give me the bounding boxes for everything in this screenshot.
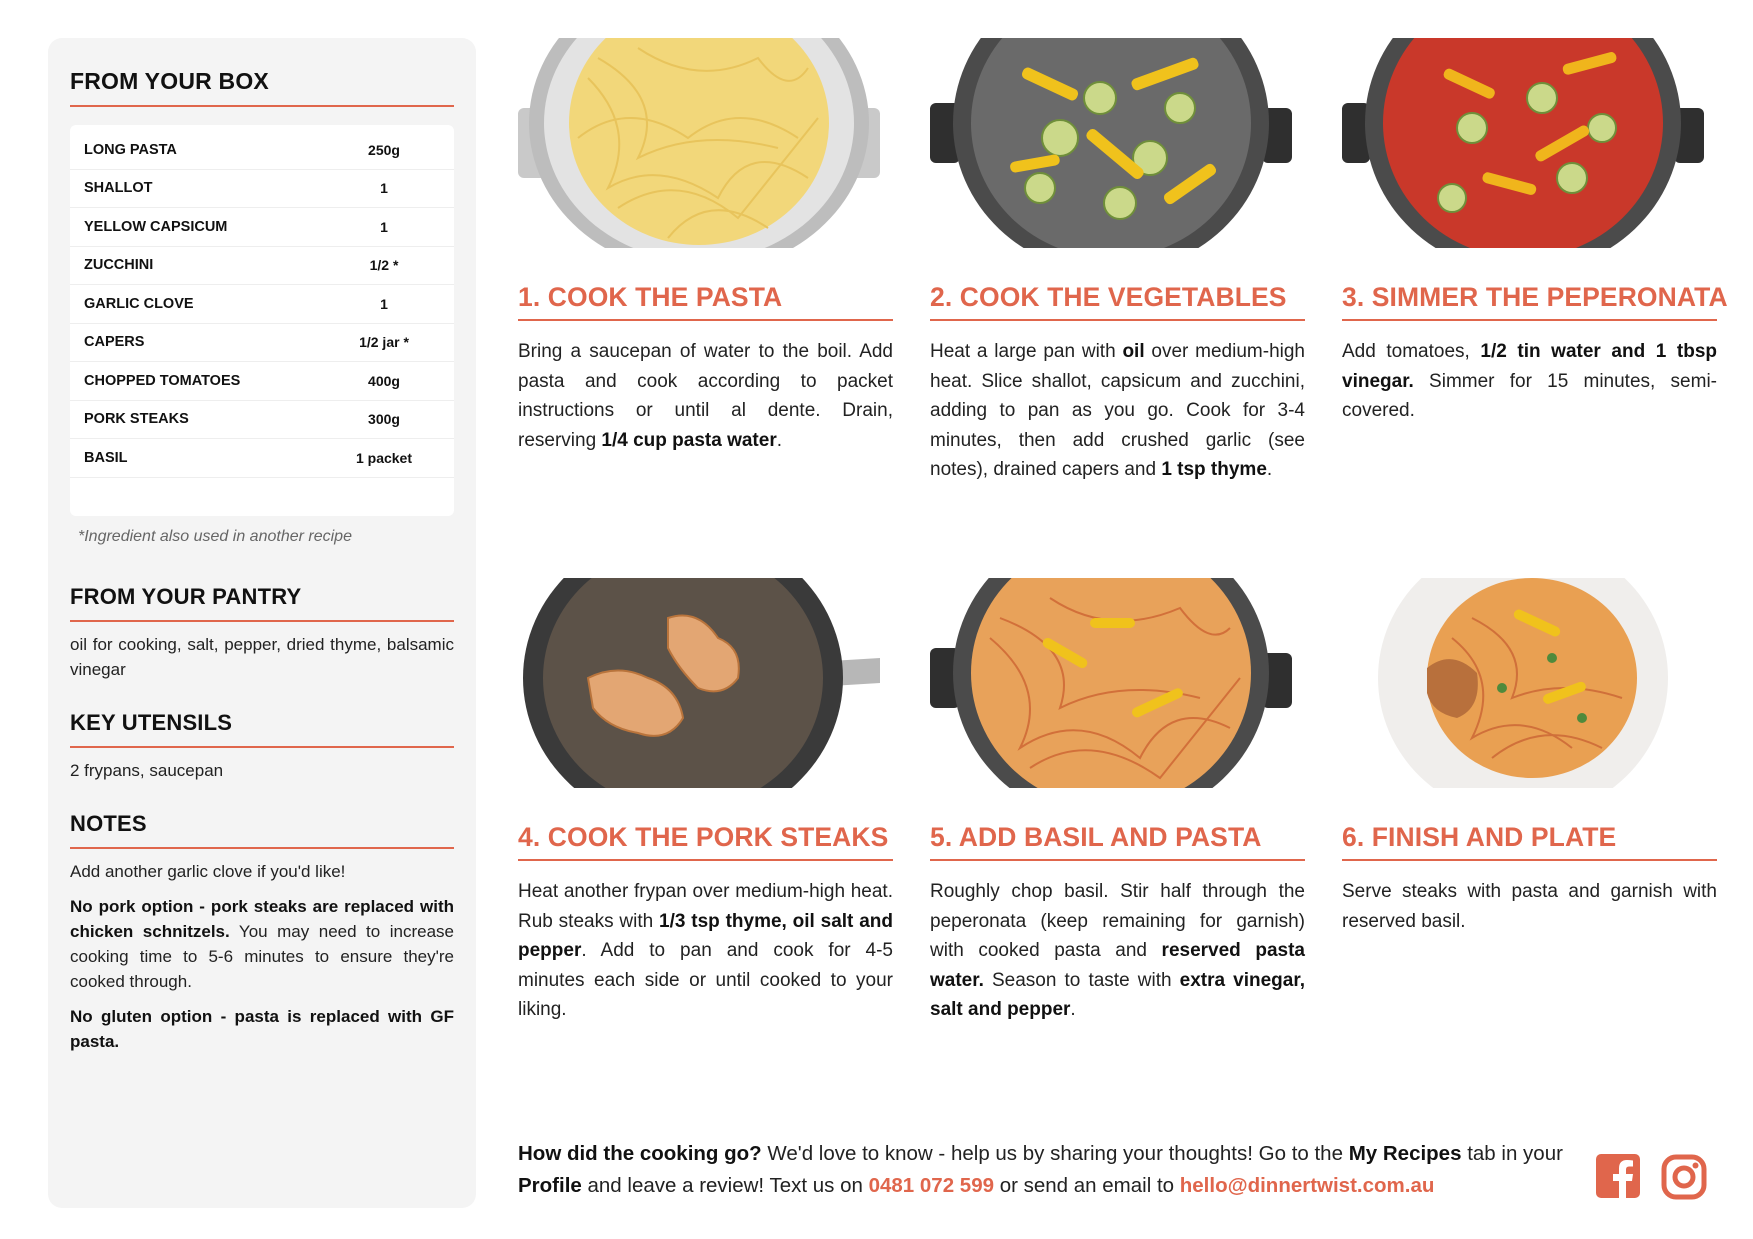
step-text-bold: 1 tsp thyme <box>1161 459 1267 480</box>
step-4-image <box>518 578 880 788</box>
step-1 <box>518 38 893 455</box>
step-3-body <box>1342 337 1717 426</box>
step-2-title: 2. COOK THE VEGETABLES <box>930 282 1305 321</box>
ingredient-name: LONG PASTA <box>84 141 177 158</box>
step-1-title: 1. COOK THE PASTA <box>518 282 893 321</box>
ingredient-qty: 1/2 jar * <box>359 334 409 351</box>
ingredient-qty: 1/2 * <box>369 257 399 274</box>
ingredient-name: PORK STEAKS <box>84 411 189 428</box>
facebook-icon[interactable] <box>1596 1154 1640 1203</box>
ingredient-row <box>70 285 454 324</box>
ingredient-qty: 1 <box>380 218 388 235</box>
step-5-title: 5. ADD BASIL AND PASTA <box>930 822 1305 861</box>
ingredient-row <box>70 324 454 363</box>
step-5 <box>930 578 1305 1025</box>
step-4-body <box>518 877 893 1025</box>
ingredient-name: CAPERS <box>84 334 145 351</box>
ingredients-sidebar <box>48 38 476 1208</box>
phone-link[interactable]: 0481 072 599 <box>868 1174 994 1197</box>
pantry-text: oil for cooking, salt, pepper, dried thyme, balsamic vinegar <box>70 634 454 679</box>
footer-text: or send an email to <box>994 1174 1180 1197</box>
ingredient-row <box>70 208 454 247</box>
utensils-section <box>70 710 454 783</box>
email-link[interactable]: hello@dinnertwist.com.au <box>1179 1174 1435 1197</box>
ingredient-name: BASIL <box>84 449 128 466</box>
ingredient-name: GARLIC CLOVE <box>84 295 194 312</box>
ingredient-name: ZUCCHINI <box>84 257 154 274</box>
step-text: . <box>1266 459 1273 480</box>
ingredient-row <box>70 439 454 478</box>
ingredient-row <box>70 401 454 440</box>
step-text-bold: 1/2 tin water and 1 tbsp vinegar. <box>1342 341 1718 392</box>
step-text: . Add to pan and cook for 4-5 minutes each side or until cooked to your liking. <box>518 940 893 1020</box>
ingredient-name: CHOPPED TOMATOES <box>84 372 241 389</box>
step-text-bold: extra vinegar, salt and pepper <box>930 969 1305 1020</box>
utensils-text: 2 frypans, saucepan <box>70 760 224 780</box>
profile-link[interactable]: Profile <box>518 1174 582 1197</box>
step-4 <box>518 578 893 1025</box>
footer-text: tab in your <box>1461 1142 1563 1165</box>
step-text: Season to taste with <box>983 969 1180 991</box>
notes-section <box>70 811 454 1054</box>
step-text: Heat another frypan over medium-high heat. Rub steaks with <box>518 881 893 932</box>
ingredient-qty: 1 packet <box>355 449 413 466</box>
utensils-heading: KEY UTENSILS <box>70 710 454 748</box>
ingredient-qty: 250g <box>368 141 400 158</box>
ingredient-footnote: *Ingredient also used in another recipe <box>78 527 352 545</box>
step-2-image <box>930 38 1292 248</box>
step-text-bold: oil <box>1122 341 1145 362</box>
step-text-bold: reserved pasta water. <box>930 940 1305 991</box>
box-heading: FROM YOUR BOX <box>70 68 454 107</box>
notes-text <box>70 859 454 1054</box>
step-text: Serve steaks with pasta and garnish with reserved basil. <box>1342 881 1717 932</box>
step-2-body <box>930 337 1305 485</box>
pantry-heading: FROM YOUR PANTRY <box>70 584 454 622</box>
instagram-icon[interactable] <box>1661 1154 1707 1205</box>
footer-text: We'd love to know - help us by sharing your thoughts! Go to the <box>761 1142 1349 1165</box>
note-gluten-bold: No gluten option - pasta is replaced with GF pasta. <box>70 1006 454 1051</box>
step-text-bold: 1/4 cup pasta water <box>601 429 777 451</box>
step-6 <box>1342 578 1717 936</box>
ingredient-name: YELLOW CAPSICUM <box>84 218 228 235</box>
footer-text: and leave a review! Text us on <box>581 1174 869 1197</box>
feedback-footer <box>518 1138 1578 1202</box>
step-3 <box>1342 38 1728 426</box>
step-text: Simmer for 15 minutes, semi-covered. <box>1342 370 1717 421</box>
step-2 <box>930 38 1305 485</box>
step-text: over medium-high heat. Slice shallot, capsicum and zucchini, adding to pan as you go. Cook for 3-4 minutes, then add crushed garlic (see notes), drained capers and <box>930 341 1305 480</box>
step-3-image <box>1342 38 1704 248</box>
step-text: . <box>776 429 782 451</box>
ingredient-row <box>70 362 454 401</box>
step-text: Heat a large pan with <box>930 341 1123 362</box>
step-4-title: 4. COOK THE PORK STEAKS <box>518 822 893 861</box>
notes-heading: NOTES <box>70 811 454 849</box>
note-gluten <box>70 1004 454 1054</box>
pantry-section <box>70 584 454 682</box>
ingredient-name: SHALLOT <box>84 180 153 197</box>
ingredient-table <box>70 125 454 516</box>
ingredient-qty: 400g <box>368 372 400 389</box>
note-garlic: Add another garlic clove if you'd like! <box>70 861 346 881</box>
ingredient-row <box>70 131 454 170</box>
step-text: . <box>1070 999 1076 1020</box>
step-6-body <box>1342 877 1717 936</box>
note-pork-rest: You may need to increase cooking time to 5-6 minutes to ensure they're cooked through. <box>70 921 454 991</box>
note-pork-bold: No pork option - pork steaks are replaced with chicken schnitzels. <box>70 896 454 941</box>
step-1-image <box>518 38 880 248</box>
step-1-body <box>518 337 893 455</box>
step-3-title: 3. SIMMER THE PEPERONATA <box>1342 282 1717 321</box>
ingredient-row <box>70 170 454 209</box>
step-5-body <box>930 877 1305 1025</box>
ingredient-row <box>70 247 454 286</box>
step-text: Roughly chop basil. Stir half through the peperonata (keep remaining for garnish) with cooked pasta and <box>930 881 1305 961</box>
my-recipes-link[interactable]: My Recipes <box>1348 1142 1462 1165</box>
step-5-image <box>930 578 1292 788</box>
step-6-image <box>1342 578 1704 788</box>
step-6-title: 6. FINISH AND PLATE <box>1342 822 1717 861</box>
step-text: Add tomatoes, <box>1342 341 1481 362</box>
footer-question: How did the cooking go? <box>518 1142 762 1165</box>
ingredient-qty: 1 <box>380 180 388 197</box>
step-text-bold: 1/3 tsp thyme, oil salt and pepper <box>518 910 893 961</box>
ingredient-qty: 300g <box>368 411 400 428</box>
step-text: Bring a saucepan of water to the boil. Add pasta and cook according to packet instructions or until al dente. Drain, reserving <box>518 341 893 451</box>
note-pork <box>70 894 454 994</box>
ingredient-qty: 1 <box>380 295 388 312</box>
